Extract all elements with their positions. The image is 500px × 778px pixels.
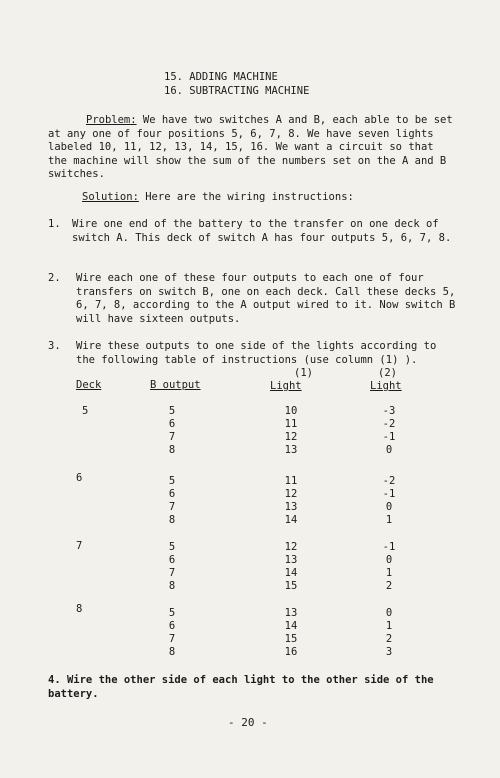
table-cell: 6 [168, 488, 176, 500]
solution-line [48, 191, 458, 205]
table-cell: 14 [284, 567, 298, 579]
table-cell: 13 [284, 607, 298, 619]
table-cell: 7 [168, 431, 176, 443]
table-cell: 8 [168, 514, 176, 526]
table-cell: 13 [284, 501, 298, 513]
table-cell: 11 [284, 418, 298, 430]
table-cell: 12 [284, 431, 298, 443]
table-cell: 5 [168, 475, 176, 487]
light2-column [374, 607, 404, 659]
table-cell: 2 [385, 580, 393, 592]
title-adding-machine: 15. ADDING MACHINE [164, 71, 278, 83]
table-cell: 10 [284, 405, 298, 417]
table-cell: 11 [284, 475, 298, 487]
table-cell: 6 [168, 620, 176, 632]
table-cell: 2 [385, 633, 393, 645]
step-1-text: Wire one end of the battery to the transfer on one deck of switch A. This deck of switch A has four outputs 5, 6, 7, 8. [72, 218, 452, 244]
table-cell: 14 [284, 514, 298, 526]
titles-block [164, 70, 309, 98]
page-number: - 20 - [228, 716, 268, 729]
table-cell: 0 [385, 554, 393, 566]
header-col2-number: (2) [378, 367, 397, 379]
deck-label: 6 [76, 472, 83, 484]
table-cell: 5 [168, 405, 176, 417]
light1-column [276, 541, 306, 593]
table-cell: 1 [385, 567, 393, 579]
step-3-number: 3. [48, 340, 61, 352]
table-cell: 13 [284, 554, 298, 566]
table-cell: 1 [385, 620, 393, 632]
table-cell: 7 [168, 567, 176, 579]
table-cell: -3 [382, 405, 396, 417]
light2-column [374, 475, 404, 527]
b-output-column [162, 607, 182, 659]
light1-column [276, 607, 306, 659]
table-cell: 0 [385, 444, 393, 456]
problem-label: Problem: [86, 114, 137, 126]
table-cell: 5 [168, 541, 176, 553]
header-col1-light: Light [270, 380, 302, 392]
table-cell: 1 [385, 514, 393, 526]
table-cell: 0 [385, 607, 393, 619]
table-cell: 6 [168, 554, 176, 566]
step-2-text: Wire each one of these four outputs to each one of four transfers on switch B, one on each deck. Call these decks 5, 6, 7, 8, according to the A output wired to it. Now switch B will have sixteen outputs. [76, 272, 456, 325]
table-cell: -2 [382, 475, 396, 487]
light2-column [374, 405, 404, 457]
table-cell: 3 [385, 646, 393, 658]
table-cell: 14 [284, 620, 298, 632]
final-instruction: 4. Wire the other side of each light to the other side of the battery. [48, 674, 434, 700]
table-cell: 13 [284, 444, 298, 456]
table-cell: 15 [284, 633, 298, 645]
step-3-text: Wire these outputs to one side of the lights according to the following table of instructions (use column (1) ). [76, 340, 437, 366]
table-cell: -1 [382, 541, 396, 553]
table-cell: 8 [168, 580, 176, 592]
table-cell: 8 [168, 646, 176, 658]
table-cell: 7 [168, 501, 176, 513]
table-cell: -1 [382, 488, 396, 500]
light1-column [276, 405, 306, 457]
table-cell: 15 [284, 580, 298, 592]
solution-text: Here are the wiring instructions: [138, 191, 354, 203]
step-1-number: 1. [48, 218, 61, 230]
table-cell: 0 [385, 501, 393, 513]
table-cell: 12 [284, 541, 298, 553]
deck-label: 5 [82, 405, 89, 417]
table-cell: 12 [284, 488, 298, 500]
b-output-column [162, 541, 182, 593]
table-cell: 5 [168, 607, 176, 619]
header-col1-number: (1) [294, 367, 313, 379]
header-col2-light: Light [370, 380, 402, 392]
table-cell: -2 [382, 418, 396, 430]
deck-label: 7 [76, 540, 83, 552]
table-cell: 16 [284, 646, 298, 658]
deck-label: 8 [76, 603, 83, 615]
problem-text: We have two switches A and B, each able to be set at any one of four positions 5, 6, 7, 8. We have seven lights labeled 10, 11, 12, 13, 14, 15, 16. We want a circuit so that the machine will show the sum of the numbers set on the A and B switches. [48, 114, 453, 180]
light2-column [374, 541, 404, 593]
b-output-column [162, 475, 182, 527]
header-deck: Deck [76, 379, 102, 391]
table-cell: -1 [382, 431, 396, 443]
step-2-number: 2. [48, 272, 61, 284]
problem-paragraph [48, 114, 458, 182]
table-cell: 7 [168, 633, 176, 645]
table-cell: 6 [168, 418, 176, 430]
header-b-output: B output [150, 379, 201, 391]
table-cell: 8 [168, 444, 176, 456]
light1-column [276, 475, 306, 527]
title-subtracting-machine: 16. SUBTRACTING MACHINE [164, 85, 310, 97]
solution-label: Solution: [82, 191, 139, 203]
b-output-column [162, 405, 182, 457]
